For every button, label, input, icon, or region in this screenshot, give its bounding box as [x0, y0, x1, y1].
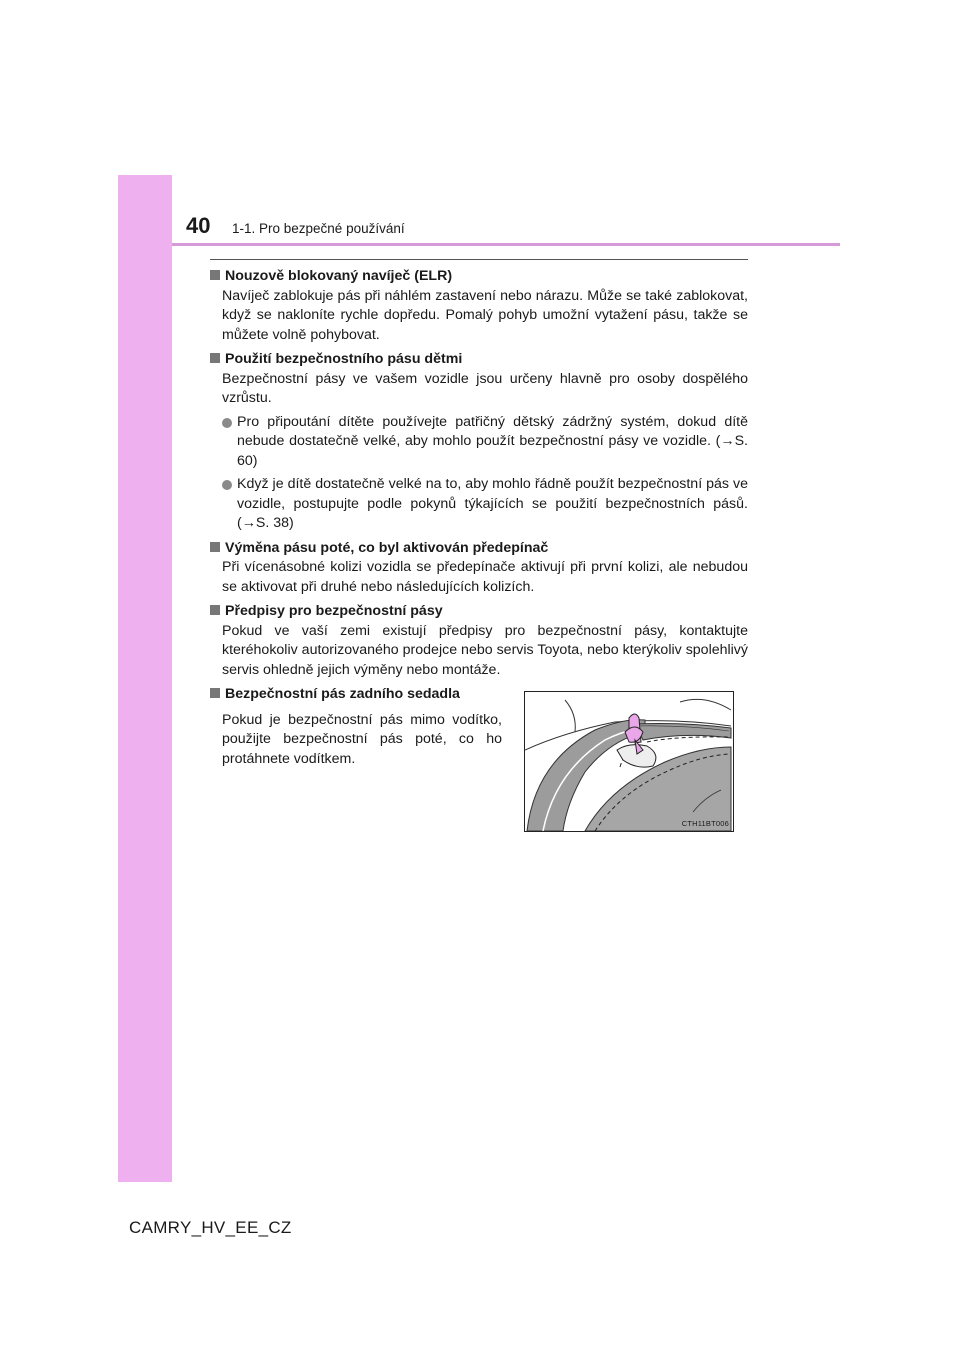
section-body: Pokud ve vaší zemi existují předpisy pro bezpečnostní pásy, kontaktujte kteréhokoliv autorizovaného prodejce nebo servis Toyota, nebo kterýkoliv spolehlivý servis ohledně jejich výměny nebo montáže.: [222, 622, 748, 678]
document-footer-code: CAMRY_HV_EE_CZ: [129, 1218, 292, 1237]
section-marker-icon: [210, 542, 220, 552]
chapter-sidebar-tab: [118, 175, 172, 1182]
seat-belt-guide-drawing: [525, 692, 733, 831]
section-marker-icon: [210, 270, 220, 280]
section-marker-icon: [210, 688, 220, 698]
section-title: Bezpečnostní pás zadního sedadla: [225, 686, 460, 702]
section-body: Při vícenásobné kolizi vozidla se předepínače aktivují při první kolizi, ale nebudou se aktivovat při druhé nebo následujících kolizích.: [222, 559, 748, 595]
section-pretensioner: [210, 539, 748, 598]
section-regulations: [210, 602, 748, 680]
figure-code: CTH11BT006: [681, 819, 729, 828]
section-body: Pokud je bezpečnostní pás mimo vodítko, použijte bezpečnostní pás poté, co ho protáhnete vodítkem.: [222, 711, 502, 767]
header-rule: [172, 243, 840, 246]
section-marker-icon: [210, 605, 220, 615]
bullet-dot-icon: [222, 480, 232, 490]
section-rule: [210, 259, 748, 260]
section-elr: [210, 267, 748, 345]
bullet-dot-icon: [222, 418, 232, 428]
section-body: Navíječ zablokuje pás při náhlém zastavení nebo nárazu. Může se také zablokovat, když se nakloníte rychle dopředu. Pomalý pohyb umožní vytažení pásu, takže se můžete volně pohybovat.: [222, 287, 748, 343]
section-title: Použití bezpečnostního pásu dětmi: [225, 351, 463, 367]
bullet-text: Když je dítě dostatečně velké na to, aby mohlo řádně použít bezpečnostní pás ve vozidle, postupujte podle pokynů týkajících se použití bezpečnostních pásů. (→S. 38): [237, 476, 748, 531]
section-title: Nouzově blokovaný navíječ (ELR): [225, 268, 453, 284]
section-marker-icon: [210, 353, 220, 363]
list-item: [210, 413, 748, 472]
seat-belt-guide-illustration: [524, 691, 734, 832]
section-title: Předpisy pro bezpečnostní pásy: [225, 603, 443, 619]
section-children: [210, 350, 748, 534]
section-title: Výměna pásu poté, co byl aktivován předepínač: [225, 539, 549, 556]
chapter-title: 1-1. Pro bezpečné používání: [232, 221, 405, 236]
bullet-text: Pro připoutání dítěte používejte patřičný dětský zádržný systém, dokud dítě nebude dostatečně velké, aby mohlo použít bezpečnostní pásy ve vozidle. (→S. 60): [237, 413, 748, 469]
section-body: Bezpečnostní pásy ve vašem vozidle jsou určeny hlavně pro osoby dospělého vzrůstu.: [222, 370, 748, 406]
list-item: [210, 475, 748, 534]
page-number: 40: [186, 213, 211, 238]
